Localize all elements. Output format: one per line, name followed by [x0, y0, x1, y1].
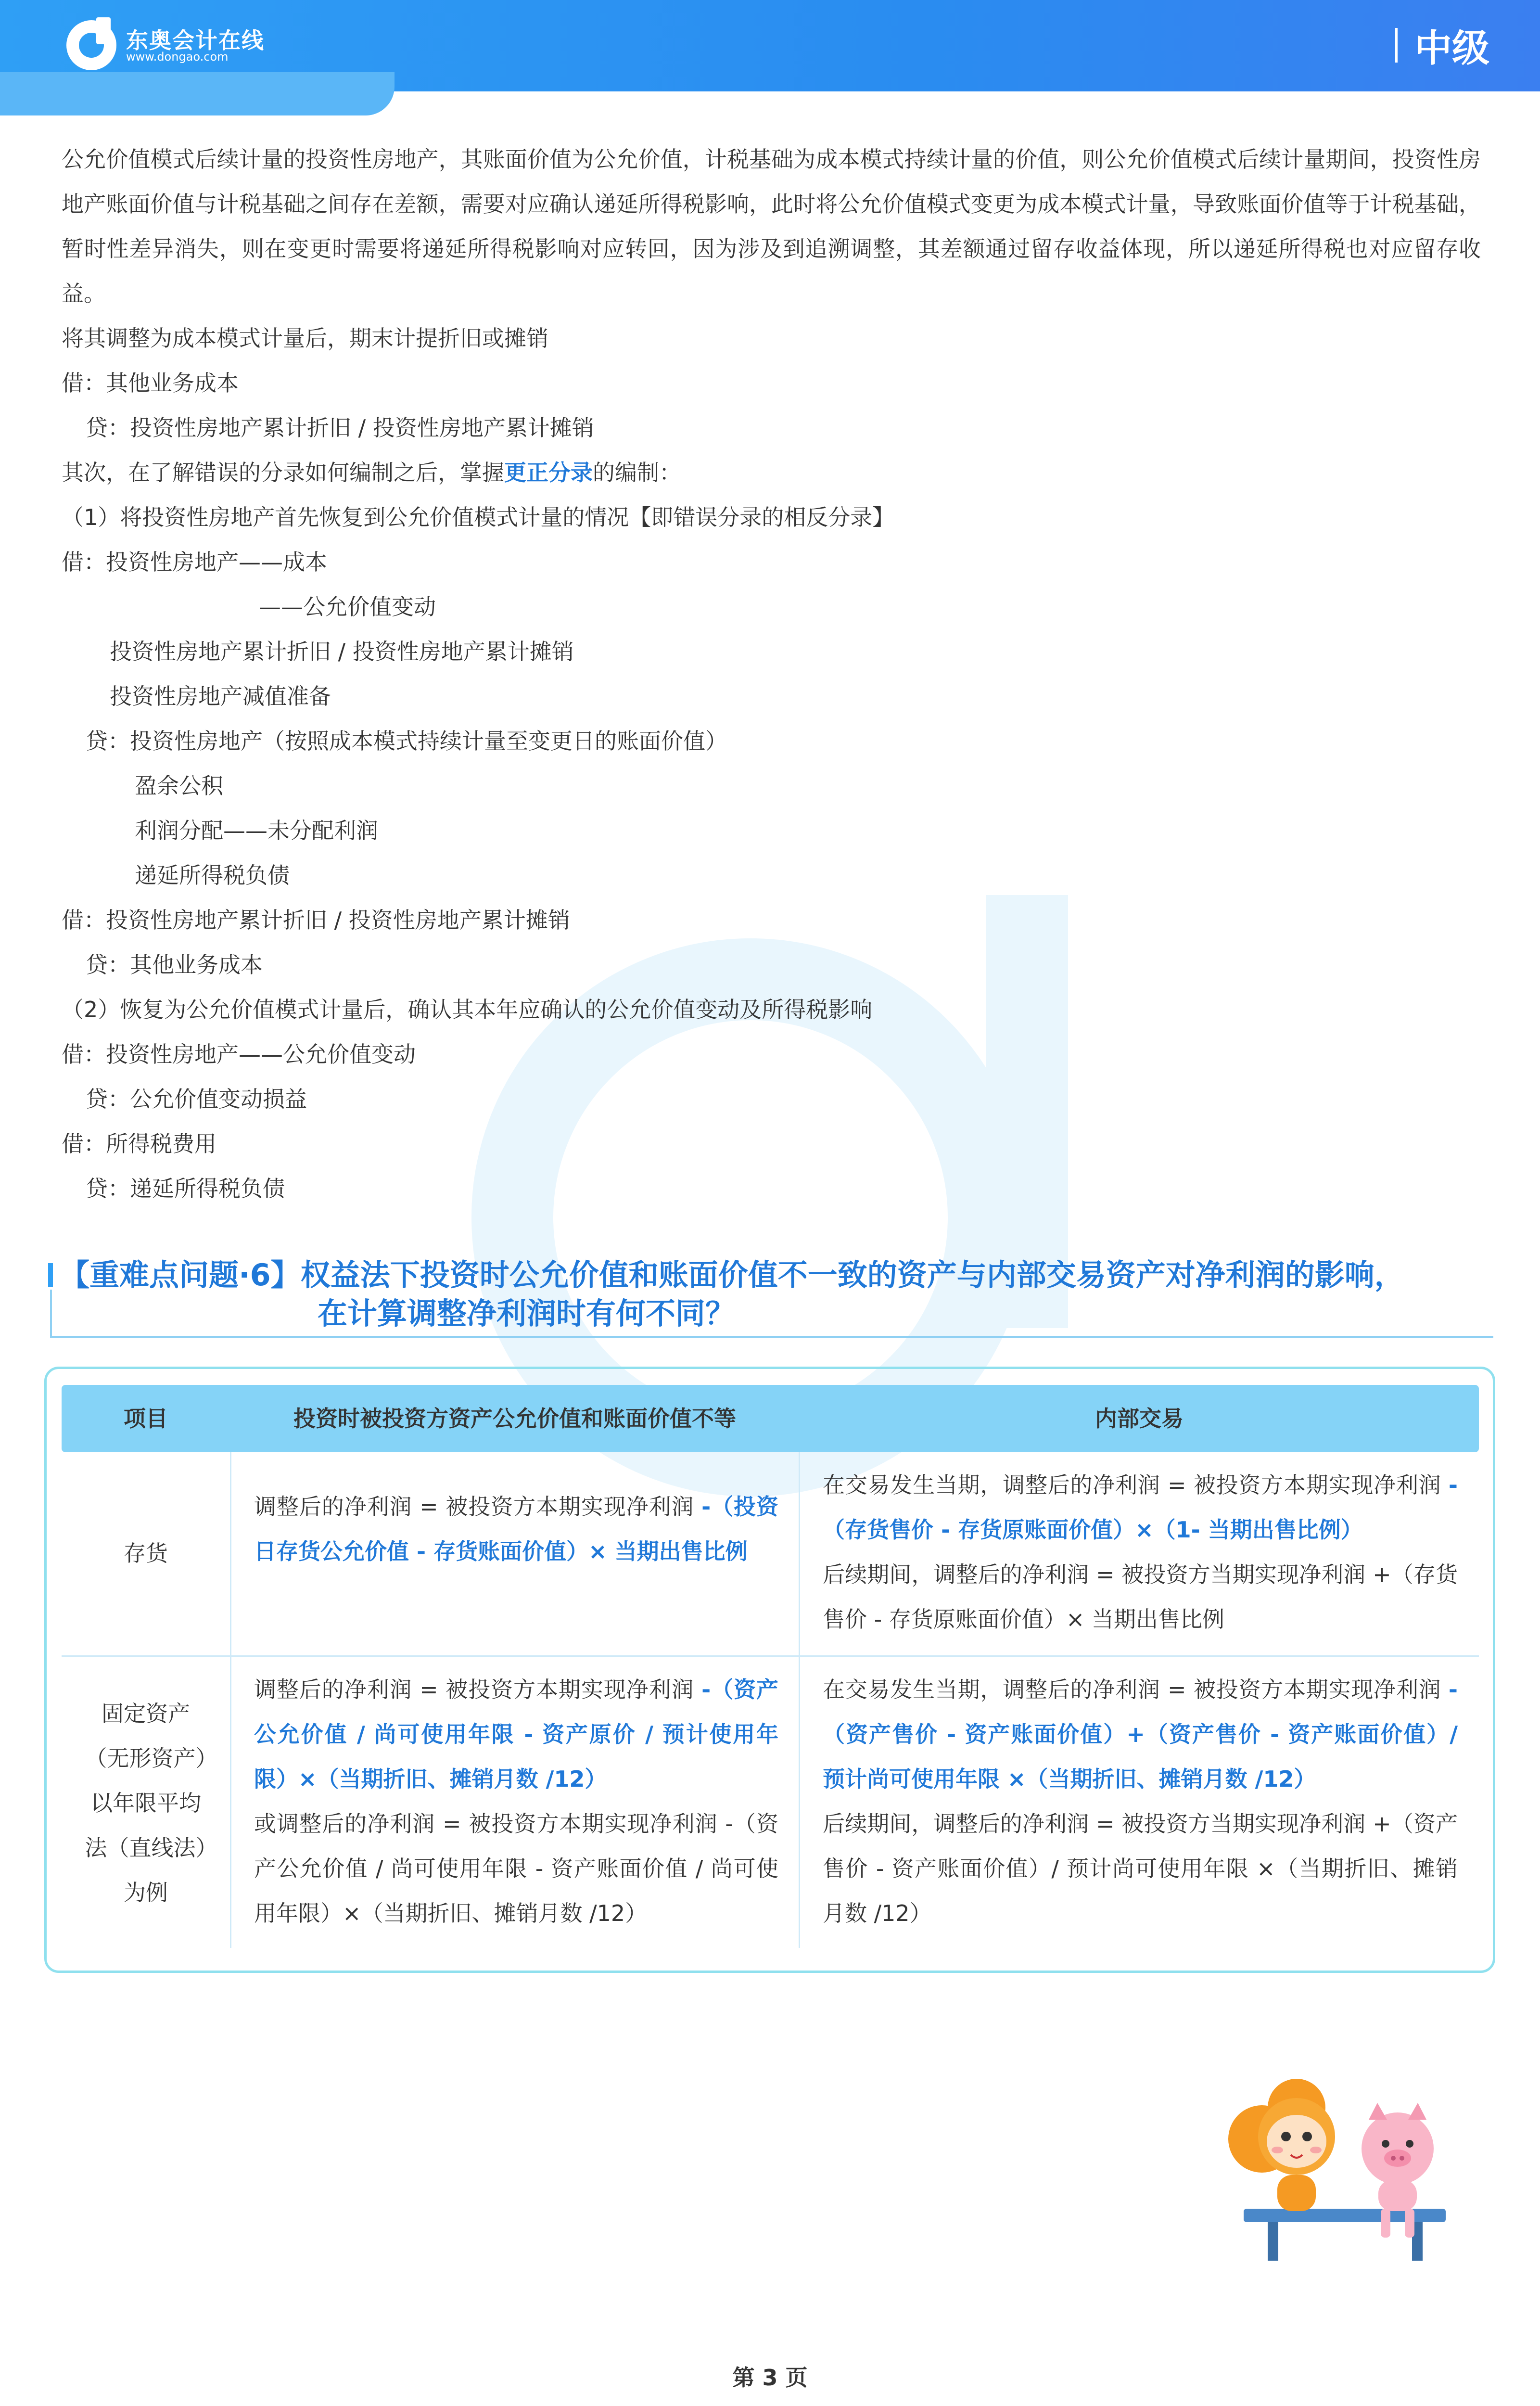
body-line: 其次，在了解错误的分录如何编制之后，掌握更正分录的编制： — [62, 460, 681, 486]
body-line: 利润分配——未分配利润 — [135, 818, 378, 844]
body-line: 贷：递延所得税负债 — [86, 1176, 285, 1202]
row-item-fixed-asset: 固定资产（无形资产）以年限平均法（直线法）为例 — [85, 1701, 207, 1906]
heading-marker — [48, 1263, 53, 1287]
highlight-correction-entry: 更正分录 — [504, 460, 593, 486]
body-line: 贷：投资性房地产累计折旧 / 投资性房地产累计摊销 — [86, 415, 594, 441]
body-line: （2）恢复为公允价值模式计量后，确认其本年应确认的公允价值变动及所得税影响 — [62, 997, 873, 1023]
level-label: 中级 — [1414, 27, 1490, 70]
mascot-illustration-icon — [1224, 2064, 1465, 2266]
cell-inventory-fair: 调整后的净利润 = 被投资方本期实现净利润 -（投资日存货公允价值 - 存货账面价值）× 当期出售比例 — [254, 1494, 778, 1564]
page-number: 第 3 页 — [732, 2365, 808, 2391]
question-heading-cont: 在计算调整净利润时有何不同？ — [318, 1296, 736, 1331]
heading-underline — [50, 1336, 1493, 1338]
body-line: 借：其他业务成本 — [62, 370, 239, 396]
header-internal-trade: 内部交易 — [1095, 1406, 1184, 1432]
question-heading: 【重难点问题·6】权益法下投资时公允价值和账面价值不一致的资产与内部交易资产对净利润的影响， — [60, 1257, 1404, 1293]
brand-name: 东奥会计在线 — [126, 27, 265, 53]
header-divider — [1395, 28, 1398, 63]
cell-fixed-fair: 调整后的净利润 = 被投资方本期实现净利润 -（资产公允价值 / 尚可使用年限 - 资产原价 / 预计使用年限）×（当期折旧、摊销月数 /12） 或调整后的净利润 = 被投资方本期实现净利润 -（资产公允价值 / 尚可使用年限 - 资产账面价值 / 尚可使用年限）×（当期折旧、摊销月数 /12） — [254, 1677, 778, 1926]
body-line: 投资性房地产减值准备 — [110, 683, 331, 709]
brand-url: www.dongao.com — [126, 50, 229, 64]
body-line: 盈余公积 — [135, 773, 223, 799]
cell-inventory-internal: 在交易发生当期，调整后的净利润 = 被投资方本期实现净利润 -（存货售价 - 存货原账面价值）×（1- 当期出售比例） 后续期间，调整后的净利润 = 被投资方当期实现净利润 +（存货售价 - 存货原账面价值）× 当期出售比例 — [823, 1472, 1458, 1632]
body-line: 借：所得税费用 — [62, 1131, 216, 1157]
body-line: 贷：其他业务成本 — [86, 952, 263, 978]
body-line: 递延所得税负债 — [135, 862, 290, 888]
body-line: （1）将投资性房地产首先恢复到公允价值模式计量的情况【即错误分录的相反分录】 — [62, 504, 895, 530]
body-line: ——公允价值变动 — [259, 594, 436, 620]
col-divider — [799, 1452, 800, 1948]
body-line: 借：投资性房地产累计折旧 / 投资性房地产累计摊销 — [62, 907, 570, 933]
intro-paragraph: 公允价值模式后续计量的投资性房地产，其账面价值为公允价值，计税基础为成本模式持续计量的价值，则公允价值模式后续计量期间，投资性房地产账面价值与计税基础之间存在差额，需要对应确认递延所得税影响，此时将公允价值模式变更为成本模式计量，导致账面价值等于计税基础，暂时性差异消失，则在变更时需要将递延所得税影响对应转回，因为涉及到追溯调整，其差额通过留存收益体现，所以递延所得税也对应留存收益。 — [62, 146, 1481, 307]
body-line: 投资性房地产累计折旧 / 投资性房地产累计摊销 — [110, 639, 574, 665]
body-line: 贷：投资性房地产（按照成本模式持续计量至变更日的账面价值） — [86, 728, 727, 754]
header-item: 项目 — [124, 1406, 168, 1432]
row-divider — [62, 1655, 1479, 1657]
body-line: 贷：公允价值变动损益 — [86, 1086, 307, 1112]
dongao-logo-icon — [66, 20, 116, 70]
heading-bracket — [50, 1290, 52, 1338]
col-divider — [230, 1452, 231, 1948]
body-line: 借：投资性房地产——公允价值变动 — [62, 1041, 416, 1067]
row-item-inventory: 存货 — [124, 1540, 168, 1566]
body-line: 将其调整为成本模式计量后，期末计提折旧或摊销 — [62, 325, 548, 351]
body-line: 借：投资性房地产——成本 — [62, 549, 327, 575]
header-fair-value: 投资时被投资方资产公允价值和账面价值不等 — [293, 1406, 736, 1432]
header-tab-decoration — [0, 72, 395, 115]
cell-fixed-internal: 在交易发生当期，调整后的净利润 = 被投资方本期实现净利润 -（资产售价 - 资产账面价值）+（资产售价 - 资产账面价值）/ 预计尚可使用年限 ×（当期折旧、摊销月数 /12） 后续期间，调整后的净利润 = 被投资方当期实现净利润 +（资产售价 - 资产账面价值）/ 预计尚可使用年限 ×（当期折旧、摊销月数 /12） — [823, 1677, 1458, 1926]
